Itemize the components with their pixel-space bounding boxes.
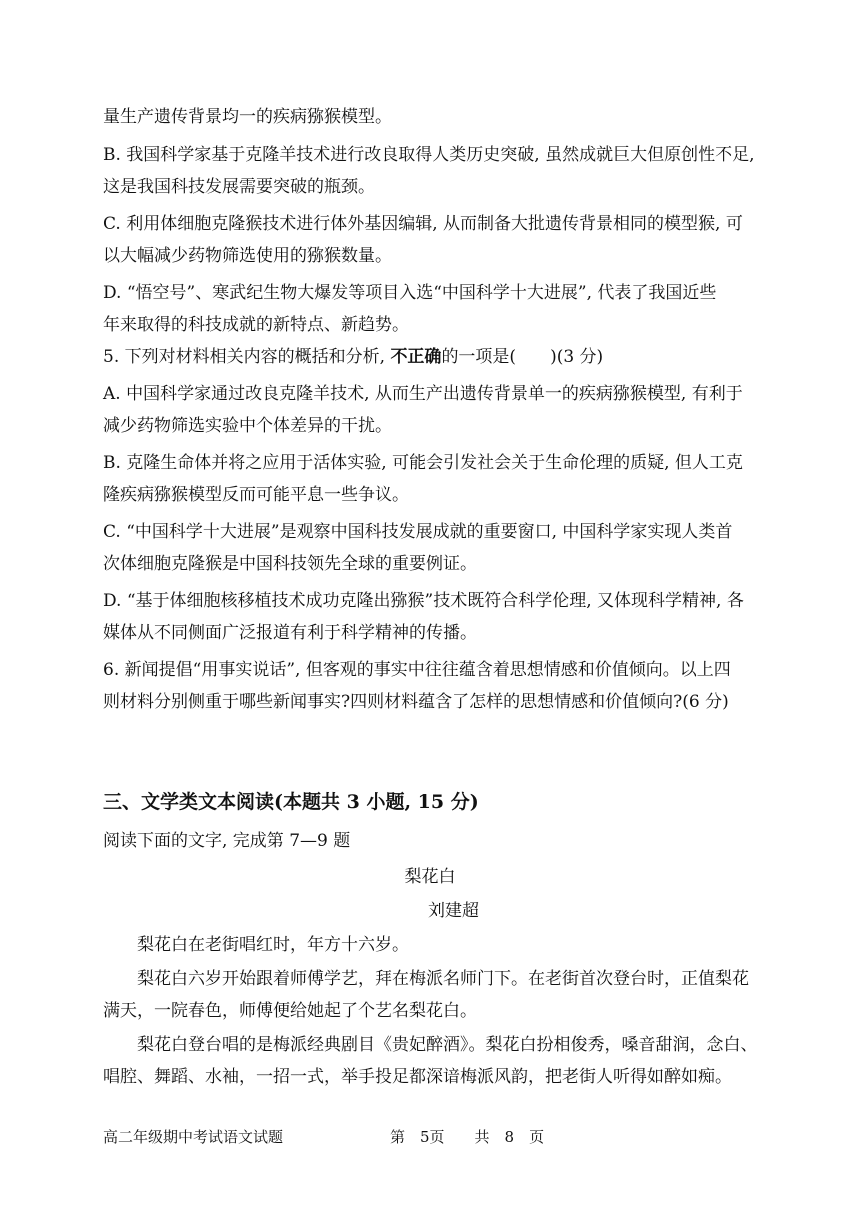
story-paragraph-3-line2: 唱腔、舞蹈、水袖，一招一式，举手投足都深谙梅派风韵，把老街人听得如醉如痴。	[103, 1067, 732, 1087]
q5-option-b-line2: 隆疾病猕猴模型反而可能平息一些争议。	[103, 485, 409, 505]
footer-page-number: 第 5页 共 8 页	[390, 1128, 545, 1146]
question-6-line2: 则材料分别侧重于哪些新闻事实?四则材料蕴含了怎样的思想情感和价值倾向?(6 分)	[103, 692, 729, 712]
q4-option-d-line2: 年来取得的科技成就的新特点、新趋势。	[103, 315, 409, 335]
story-paragraph-2-line2: 满天，一院春色，师傅便给她起了个艺名梨花白。	[103, 1001, 477, 1021]
question-5-prefix: 5. 下列对材料相关内容的概括和分析,	[103, 347, 391, 367]
q5-option-b-line1: B. 克隆生命体并将之应用于活体实验, 可能会引发社会关于生命伦理的质疑, 但人工克	[103, 453, 743, 473]
story-author: 刘建超	[428, 901, 479, 921]
q4-option-c-line2: 以大幅减少药物筛选使用的猕猴数量。	[103, 246, 392, 266]
section-3-instruction: 阅读下面的文字, 完成第 7—9 题	[103, 831, 351, 851]
story-paragraph-3-line1: 梨花白登台唱的是梅派经典剧目《贵妃醉酒》。梨花白扮相俊秀，嗓音甜润，念白、	[137, 1035, 758, 1055]
q5-option-d-line2: 媒体从不同侧面广泛报道有利于科学精神的传播。	[103, 623, 477, 643]
q4-option-c-line1: C. 利用体细胞克隆猴技术进行体外基因编辑, 从而制备大批遗传背景相同的模型猴, 可	[103, 214, 743, 234]
q5-option-c-line1: C. “中国科学十大进展”是观察中国科技发展成就的重要窗口, 中国科学家实现人类首	[103, 522, 733, 542]
section-3-heading: 三、文学类文本阅读(本题共 3 小题, 15 分)	[103, 791, 479, 813]
q5-option-a-line2: 减少药物筛选实验中个体差异的干扰。	[103, 416, 392, 436]
option-c-continuation: 量生产遗传背景均一的疾病猕猴模型。	[103, 107, 392, 127]
story-paragraph-2-line1: 梨花白六岁开始跟着师傅学艺，拜在梅派名师门下。在老街首次登台时，正值梨花	[137, 969, 749, 989]
q4-option-b-line2: 这是我国科技发展需要突破的瓶颈。	[103, 177, 375, 197]
q5-option-a-line1: A. 中国科学家通过改良克隆羊技术, 从而生产出遗传背景单一的疾病猕猴模型, 有利于	[103, 384, 743, 404]
question-6-line1: 6. 新闻提倡“用事实说话”, 但客观的事实中往往蕴含着思想情感和价值倾向。以上四	[103, 660, 731, 680]
q4-option-b-line1: B. 我国科学家基于克隆羊技术进行改良取得人类历史突破, 虽然成就巨大但原创性不足,	[103, 145, 755, 165]
question-5-emphasis: 不正确	[390, 347, 442, 367]
story-title: 梨花白	[404, 867, 456, 887]
question-5-stem	[103, 346, 763, 368]
story-paragraph-1: 梨花白在老街唱红时，年方十六岁。	[137, 935, 409, 955]
footer-exam-title: 高二年级期中考试语文试题	[103, 1128, 284, 1146]
question-5-suffix: 的一项是( )(3 分)	[441, 347, 604, 367]
q4-option-d-line1: D. “悟空号”、寒武纪生物大爆发等项目入选“中国科学十大进展”, 代表了我国近些	[103, 283, 717, 303]
q5-option-d-line1: D. “基于体细胞核移植技术成功克隆出猕猴”技术既符合科学伦理, 又体现科学精神, 各	[103, 591, 744, 611]
q5-option-c-line2: 次体细胞克隆猴是中国科技领先全球的重要例证。	[103, 554, 477, 574]
